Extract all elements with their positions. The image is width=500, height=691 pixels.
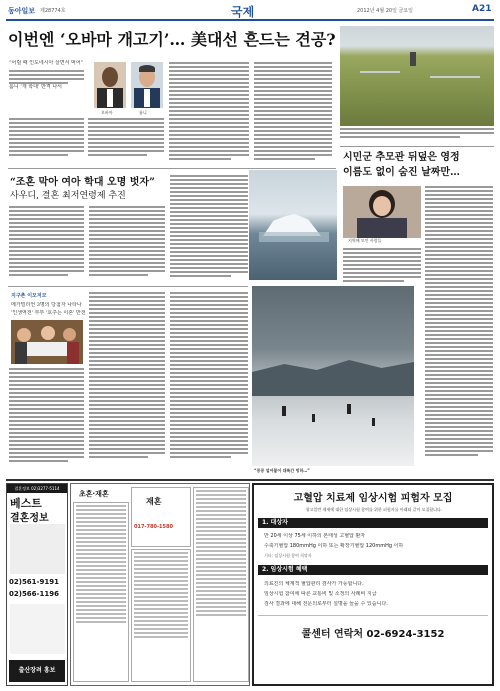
issue-date: 2012년 4월 20일 금요일 — [357, 8, 414, 14]
left-ad-phone2: 02)566-1196 — [9, 590, 59, 598]
story2-body-col3 — [170, 175, 248, 282]
paper-logo: 동아일보 — [8, 7, 36, 15]
issue-number: 제28774호 — [40, 8, 66, 14]
story1-body-col2 — [88, 118, 164, 164]
trial-ad-contact: 콜센터 연락처 02-6924-3152 — [301, 629, 445, 640]
right-rule — [340, 146, 494, 147]
trial-ad-item-2: 수축기혈압 180mmHg 이하 또는 확장기혈압 120mmHg 이하 — [264, 543, 404, 549]
story4-col-lower — [418, 290, 422, 466]
story4-headline2: 이름도 없이 숨진 날짜만… — [343, 167, 461, 178]
trial-ad-benefit-1: 의료진의 체계적 혈압관리 검사가 가능합니다. — [264, 581, 364, 587]
story1-headline: 이번엔 ‘오바마 개고기’… 美대선 흔드는 견공? — [8, 30, 336, 49]
icefield-caption: “꽁꽁 얼어붙어 대륙간 빙하…” — [254, 468, 310, 473]
masthead-rule — [6, 19, 494, 21]
woman-photo — [343, 186, 421, 238]
iceberg-photo — [249, 170, 337, 280]
left-ad-banner: 출산장려 홍보 — [9, 660, 65, 682]
left-classified-ad — [6, 483, 68, 686]
story3-body-col1 — [9, 368, 84, 468]
field-photo-caption — [340, 128, 494, 144]
icefield-photo — [252, 286, 414, 466]
page-number: A21 — [472, 4, 492, 14]
story2-body-col2 — [89, 206, 165, 282]
story4-headline1: 시민군 추모관 뒤덮은 영정 — [343, 152, 460, 163]
mid-ad-label2: 재혼 — [146, 497, 162, 506]
obama-caption: 오바마 — [101, 110, 113, 115]
story1-rule — [8, 168, 336, 169]
trial-ad-item-3: 기타: 임상시험 참여 희망자 — [264, 553, 312, 558]
trial-ad-intro: 광고일반 제제에 대한 임상시험 참여를 위한 피험자를 아래와 같이 모집합니다. — [305, 507, 443, 512]
story3-body-col3 — [170, 292, 248, 468]
section-title: 국제 — [231, 5, 255, 19]
trial-ad-benefit-2: 임상시험 참여에 따른 교통비 및 소정의 사례비 지급 — [264, 591, 377, 597]
left-ad-title2: 결혼정보 — [10, 513, 49, 524]
trial-ad-title: 고혈압 치료제 임상시험 피험자 모집 — [293, 493, 453, 504]
mid-ad-label1: 초혼·재혼 — [79, 490, 109, 498]
story3-kicker: 지구촌 이모저모 — [11, 293, 47, 299]
obama-photo — [94, 62, 126, 108]
woman-photo-caption: 지역에 모인 사람들 — [348, 238, 382, 243]
left-ad-phone1: 02)561-9191 — [9, 578, 59, 586]
story1-body-col4 — [254, 62, 332, 165]
ads-rule — [6, 479, 494, 481]
story1-body-col1 — [9, 118, 84, 164]
trial-ad-item-1: 만 20세 이상 75세 이하의 본태성 고혈압 환자 — [264, 533, 366, 539]
story3-sub1: 메가밀리언 3명의 당첨자 나타나 — [11, 302, 82, 308]
story2-subhead: 사우디, 결혼 최저연령제 추진 — [10, 191, 126, 201]
field-photo — [340, 26, 494, 126]
story4-col-left — [343, 248, 421, 284]
story1-body-col3 — [169, 62, 249, 165]
story4-col-right — [425, 186, 493, 466]
mid-classified-ad — [70, 483, 250, 686]
trial-ad-section2: 2. 임상시험 혜택 — [258, 565, 488, 575]
romney-caption: 롬니 — [139, 110, 147, 115]
story2-headline: “조혼 막아 여아 학대 오명 벗자” — [10, 177, 155, 188]
mid-ad-phone: 017-780-1580 — [134, 524, 173, 530]
left-ad-top: 결혼정보 02)3277-5114 — [7, 484, 67, 493]
story1-quote2: 롬니 ‘개 학대’ 반격 나서 — [9, 84, 63, 90]
story3-sub2: '인생역전' 부부 '호주는 이혼' 반전 — [11, 310, 86, 316]
masthead — [0, 0, 500, 20]
story1-quote1: “어릴 때 인도네시아 살면서 먹어” — [9, 60, 84, 66]
clinical-trial-ad — [252, 483, 494, 686]
romney-photo — [131, 62, 163, 108]
trial-ad-section1: 1. 대상자 — [258, 518, 488, 528]
trial-ad-benefit-3: 검사 결과에 대해 전문의로부터 설명을 들을 수 있습니다. — [264, 601, 388, 607]
story3-body-col2 — [89, 292, 165, 468]
story3-rule — [8, 286, 248, 287]
story2-body-col1 — [9, 206, 84, 282]
left-ad-title1: 베스트 — [10, 497, 42, 510]
lottery-photo — [11, 320, 83, 364]
